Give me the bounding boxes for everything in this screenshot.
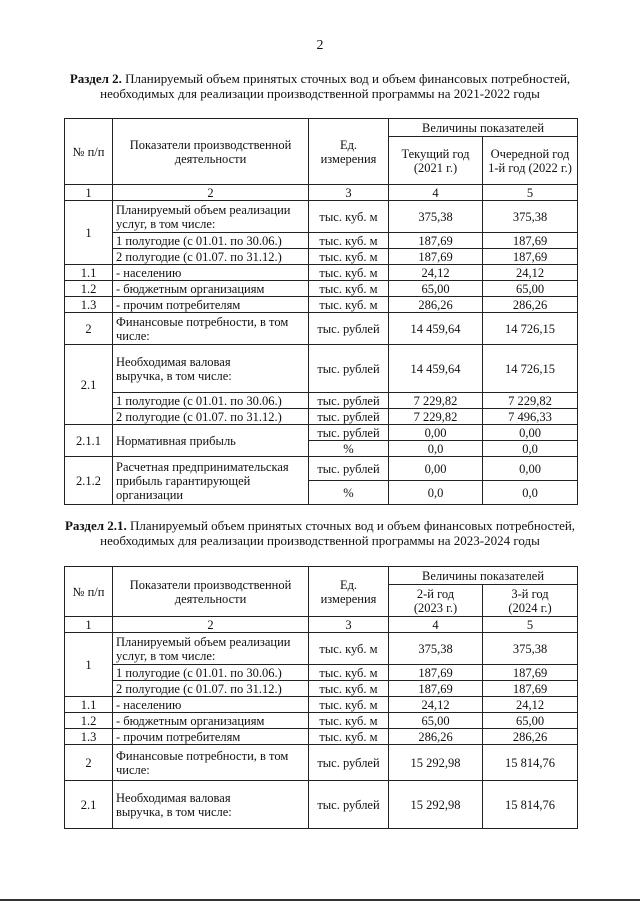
row-value-4: 15 292,98 xyxy=(389,745,483,781)
header-col5: 3-й год (2024 г.) xyxy=(483,585,578,617)
row-unit: тыс. куб. м xyxy=(309,233,389,249)
row-name: Нормативная прибыль xyxy=(113,425,309,457)
table-row xyxy=(65,729,578,745)
row-num: 1.3 xyxy=(65,729,113,745)
row-value-4: 24,12 xyxy=(389,697,483,713)
row-value-4: 14 459,64 xyxy=(389,345,483,393)
section-2-title-text: Планируемый объем принятых сточных вод и объем финансовых потребностей, необходимых для реализации производственной программы на 2021-2022 годы xyxy=(100,71,571,101)
row-unit: тыс. куб. м xyxy=(309,201,389,233)
table-row xyxy=(65,633,578,665)
row-name: - бюджетным организациям xyxy=(113,713,309,729)
row-num: 1.1 xyxy=(65,265,113,281)
row-name: - бюджетным организациям xyxy=(113,281,309,297)
colnum-5: 5 xyxy=(483,617,578,633)
section-2-1-title-bold: Раздел 2.1. xyxy=(64,518,127,533)
row-name: 1 полугодие (с 01.01. по 30.06.) xyxy=(113,665,309,681)
header-indicators: Показатели производственной деятельности xyxy=(113,119,309,185)
row-unit: тыс. рублей xyxy=(309,393,389,409)
row-unit: тыс. куб. м xyxy=(309,265,389,281)
row-value-5: 187,69 xyxy=(483,249,578,265)
row-value-4: 14 459,64 xyxy=(389,313,483,345)
table-section-2 xyxy=(64,118,578,505)
row-value-5: 24,12 xyxy=(483,265,578,281)
header-unit: Ед. измерения xyxy=(309,119,389,185)
row-value-4: 24,12 xyxy=(389,265,483,281)
table-row xyxy=(65,249,578,265)
table-row xyxy=(65,201,578,233)
row-unit: % xyxy=(309,481,389,505)
row-value-4: 187,69 xyxy=(389,249,483,265)
row-unit: тыс. рублей xyxy=(309,457,389,481)
header-num: № п/п xyxy=(65,567,113,617)
row-value-5: 0,00 xyxy=(483,457,578,481)
table-row xyxy=(65,697,578,713)
row-unit: тыс. куб. м xyxy=(309,633,389,665)
table-section-2-1 xyxy=(64,566,578,829)
row-value-5: 0,0 xyxy=(483,481,578,505)
row-num: 2.1 xyxy=(65,781,113,829)
table-row xyxy=(65,265,578,281)
header-num: № п/п xyxy=(65,119,113,185)
section-2-1-title-text: Планируемый объем принятых сточных вод и объем финансовых потребностей, необходимых для реализации производственной программы на 2023-2024 годы xyxy=(100,518,576,548)
row-value-4: 187,69 xyxy=(389,665,483,681)
header-col4: 2-й год (2023 г.) xyxy=(389,585,483,617)
table-row xyxy=(65,233,578,249)
row-value-5: 65,00 xyxy=(483,281,578,297)
table-row xyxy=(65,745,578,781)
row-value-5: 7 496,33 xyxy=(483,409,578,425)
table-row xyxy=(65,781,578,829)
colnum-3: 3 xyxy=(309,185,389,201)
row-value-4: 15 292,98 xyxy=(389,781,483,829)
row-value-4: 187,69 xyxy=(389,233,483,249)
row-value-5: 15 814,76 xyxy=(483,745,578,781)
row-num: 2 xyxy=(65,745,113,781)
row-value-4: 65,00 xyxy=(389,281,483,297)
row-value-5: 0,00 xyxy=(483,425,578,441)
row-value-5: 7 229,82 xyxy=(483,393,578,409)
page-number: 2 xyxy=(316,38,324,53)
row-unit: тыс. куб. м xyxy=(309,729,389,745)
row-value-4: 375,38 xyxy=(389,633,483,665)
row-name: Необходимая валовая выручка, в том числе: xyxy=(113,345,309,393)
section-2-title xyxy=(64,71,576,101)
row-value-4: 0,0 xyxy=(389,481,483,505)
section-2-1-title xyxy=(64,518,576,548)
colnum-3: 3 xyxy=(309,617,389,633)
header-unit: Ед. измерения xyxy=(309,567,389,617)
section-2-title-bold: Раздел 2. xyxy=(69,71,122,86)
row-value-5: 375,38 xyxy=(483,201,578,233)
page-bottom-rule xyxy=(0,899,640,901)
row-name: 2 полугодие (с 01.07. по 31.12.) xyxy=(113,409,309,425)
row-num: 1.2 xyxy=(65,281,113,297)
colnum-4: 4 xyxy=(389,617,483,633)
table-row xyxy=(65,393,578,409)
row-name: 2 полугодие (с 01.07. по 31.12.) xyxy=(113,681,309,697)
row-name: Финансовые потребности, в том числе: xyxy=(113,313,309,345)
row-value-4: 7 229,82 xyxy=(389,393,483,409)
row-name: - прочим потребителям xyxy=(113,297,309,313)
row-name: - прочим потребителям xyxy=(113,729,309,745)
row-value-5: 14 726,15 xyxy=(483,345,578,393)
colnum-2: 2 xyxy=(113,185,309,201)
row-value-5: 375,38 xyxy=(483,633,578,665)
header-indicators: Показатели производственной деятельности xyxy=(113,567,309,617)
row-name: Необходимая валовая выручка, в том числе: xyxy=(113,781,309,829)
row-unit: тыс. куб. м xyxy=(309,297,389,313)
row-value-5: 187,69 xyxy=(483,233,578,249)
row-value-4: 375,38 xyxy=(389,201,483,233)
row-value-4: 65,00 xyxy=(389,713,483,729)
row-name: 1 полугодие (с 01.01. по 30.06.) xyxy=(113,393,309,409)
table-row xyxy=(65,681,578,697)
header-values: Величины показателей xyxy=(389,567,578,585)
row-name: Планируемый объем реализации услуг, в том числе: xyxy=(113,633,309,665)
row-value-5: 15 814,76 xyxy=(483,781,578,829)
row-unit: тыс. куб. м xyxy=(309,249,389,265)
table-row xyxy=(65,409,578,425)
header-col5: Очередной год 1-й год (2022 г.) xyxy=(483,137,578,185)
row-name: Планируемый объем реализации услуг, в том числе: xyxy=(113,201,309,233)
row-unit: тыс. куб. м xyxy=(309,665,389,681)
header-col4: Текущий год (2021 г.) xyxy=(389,137,483,185)
colnum-5: 5 xyxy=(483,185,578,201)
row-value-5: 24,12 xyxy=(483,697,578,713)
row-name: - населению xyxy=(113,265,309,281)
table-row xyxy=(65,425,578,441)
row-value-5: 187,69 xyxy=(483,665,578,681)
table-row xyxy=(65,297,578,313)
row-value-5: 14 726,15 xyxy=(483,313,578,345)
colnum-1: 1 xyxy=(65,185,113,201)
row-value-5: 0,0 xyxy=(483,441,578,457)
row-unit: тыс. куб. м xyxy=(309,713,389,729)
table-row xyxy=(65,665,578,681)
row-value-4: 0,00 xyxy=(389,457,483,481)
row-unit: тыс. рублей xyxy=(309,425,389,441)
row-name: Финансовые потребности, в том числе: xyxy=(113,745,309,781)
row-name: 1 полугодие (с 01.01. по 30.06.) xyxy=(113,233,309,249)
table-row xyxy=(65,281,578,297)
table-row xyxy=(65,345,578,393)
row-name: Расчетная предпринимательская прибыль гарантирующей организации xyxy=(113,457,309,505)
row-unit: тыс. рублей xyxy=(309,409,389,425)
row-value-5: 286,26 xyxy=(483,729,578,745)
row-num: 1.1 xyxy=(65,697,113,713)
row-num: 2.1.1 xyxy=(65,425,113,457)
row-num: 1.3 xyxy=(65,297,113,313)
row-unit: тыс. рублей xyxy=(309,781,389,829)
colnum-1: 1 xyxy=(65,617,113,633)
row-name: - населению xyxy=(113,697,309,713)
row-unit: тыс. рублей xyxy=(309,345,389,393)
row-num: 1 xyxy=(65,633,113,697)
row-num: 1.2 xyxy=(65,713,113,729)
row-num: 1 xyxy=(65,201,113,265)
row-num: 2.1 xyxy=(65,345,113,425)
row-value-4: 0,00 xyxy=(389,425,483,441)
row-unit: тыс. рублей xyxy=(309,313,389,345)
table-row xyxy=(65,313,578,345)
row-unit: тыс. куб. м xyxy=(309,281,389,297)
row-value-4: 0,0 xyxy=(389,441,483,457)
row-value-5: 187,69 xyxy=(483,681,578,697)
row-unit: тыс. куб. м xyxy=(309,681,389,697)
row-name: 2 полугодие (с 01.07. по 31.12.) xyxy=(113,249,309,265)
row-num: 2 xyxy=(65,313,113,345)
row-unit: тыс. рублей xyxy=(309,745,389,781)
table-row xyxy=(65,457,578,481)
colnum-4: 4 xyxy=(389,185,483,201)
row-unit: % xyxy=(309,441,389,457)
row-value-4: 7 229,82 xyxy=(389,409,483,425)
row-value-4: 286,26 xyxy=(389,297,483,313)
row-value-5: 65,00 xyxy=(483,713,578,729)
row-unit: тыс. куб. м xyxy=(309,697,389,713)
colnum-2: 2 xyxy=(113,617,309,633)
table-row xyxy=(65,713,578,729)
header-values: Величины показателей xyxy=(389,119,578,137)
row-value-4: 187,69 xyxy=(389,681,483,697)
row-value-5: 286,26 xyxy=(483,297,578,313)
row-num: 2.1.2 xyxy=(65,457,113,505)
row-value-4: 286,26 xyxy=(389,729,483,745)
